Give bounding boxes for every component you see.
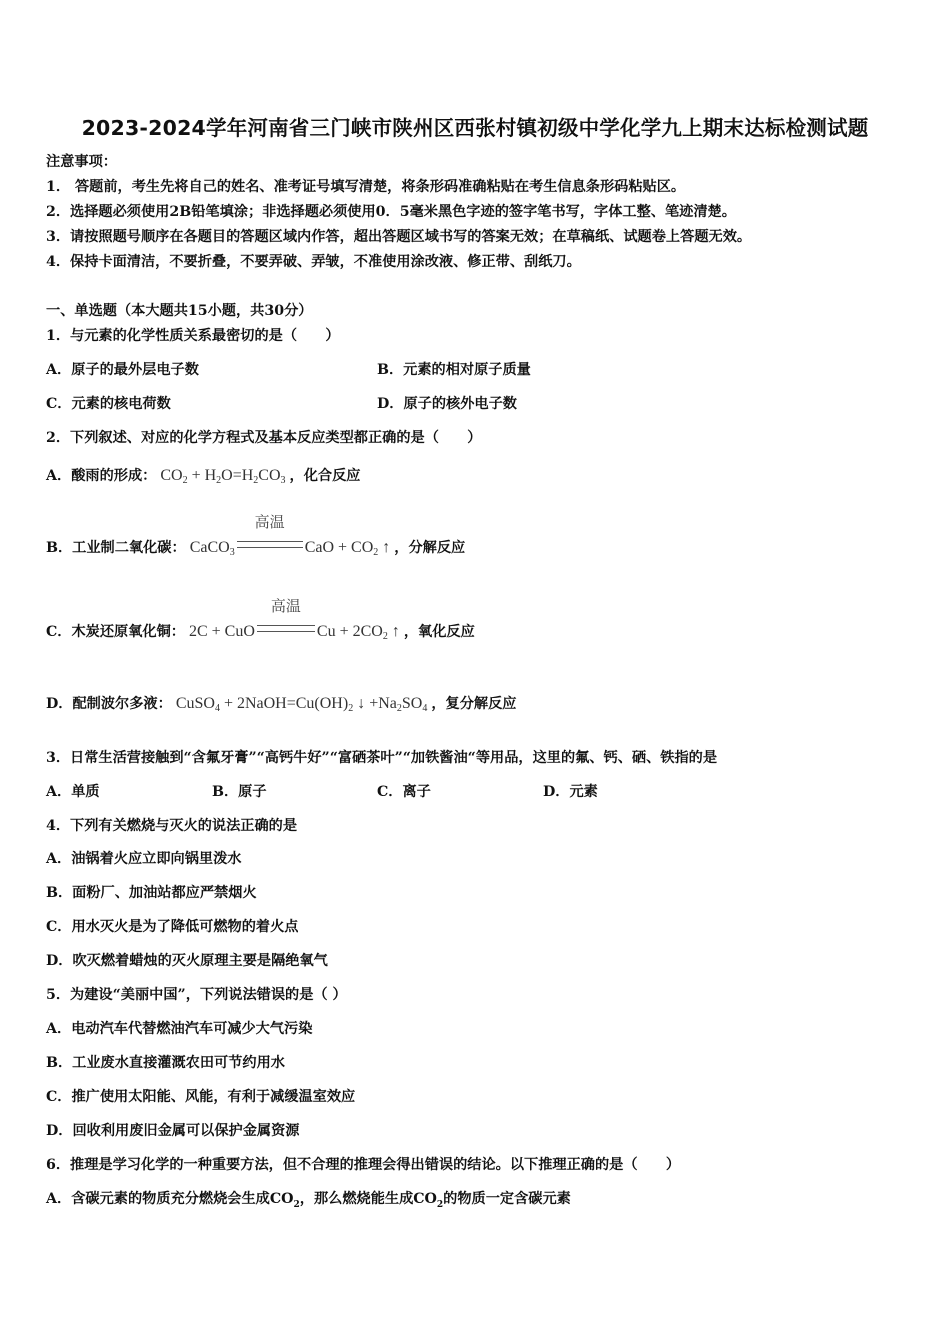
notice-item: 3．请按照题号顺序在各题目的答题区域内作答，超出答题区域书写的答案无效；在草稿纸、试题卷上答题无效。 [46,229,752,245]
option-c: C．离子 [377,784,431,800]
question-stem: 6．推理是学习化学的一种重要方法，但不合理的推理会得出错误的结论。以下推理正确的是（ ） [46,1157,681,1173]
option-b: B．原子 [212,784,267,800]
question-stem: 4．下列有关燃烧与灭火的说法正确的是 [46,818,298,834]
notice-item: 4．保持卡面清洁，不要折叠，不要弄破、弄皱，不准使用涂改液、修正带、刮纸刀。 [46,254,581,270]
question-stem: 1．与元素的化学性质关系最密切的是（ ） [46,328,340,344]
reaction-condition: 高温 [257,622,315,642]
question-stem: 3．日常生活营接触到“含氟牙膏”“高钙牛好”“富硒茶叶”“加铁酱油“等用品，这里的氟、钙、硒、铁指的是 [46,750,718,766]
option-c: C．元素的核电荷数 [46,396,171,412]
option-b: B．工业废水直接灌溉农田可节约用水 [46,1055,285,1071]
notice-item: 2．选择题必须使用2B铅笔填涂；非选择题必须使用0．5毫米黑色字迹的签字笔书写，字体工整、笔迹清楚。 [46,204,736,220]
option-label: C．木炭还原氧化铜： [46,624,185,640]
section-heading: 一、单选题（本大题共15小题，共30分） [46,303,313,319]
option-d: D．回收利用废旧金属可以保护金属资源 [46,1123,300,1139]
chemical-equation: $CO_2 + H_2O=H_2CO_3$ [160,467,286,486]
option-c: C．用水灭火是为了降低可燃物的着火点 [46,919,299,935]
option-b: B．元素的相对原子质量 [377,362,531,378]
question-stem: 2．下列叙述、对应的化学方程式及基本反应类型都正确的是（ ） [46,430,482,446]
chemical-equation: CaCO$_3$ 高温 CaO + $CO_2$ ↑ [189,513,391,558]
option-d: D．吹灭燃着蜡烛的灭火原理主要是隔绝氧气 [46,953,328,969]
option-a: A．含碳元素的物质充分燃烧会生成$CO_2$，那么燃烧能生成$CO_2$的物质一定含碳元素 [46,1191,571,1210]
reaction-type: ，复分解反应 [431,696,517,712]
option-a: A．油锅着火应立即向锅里泼水 [46,851,242,867]
reaction-type: ，氧化反应 [403,624,475,640]
reaction-type: ，分解反应 [394,540,466,556]
reaction-type: ，化合反应 [289,468,361,484]
option-b: B．面粉厂、加油站都应严禁烟火 [46,885,257,901]
chemical-equation: 2C + CuO 高温 $Cu + 2CO_2$ ↑ [188,597,400,642]
option-d [46,694,516,719]
option-c [46,597,475,647]
chemical-equation: CuSO$_4$ + $2NaOH=Cu(OH)_2$ ↓ $+Na_2SO_4$ [175,695,428,714]
option-a: A．电动汽车代替燃油汽车可减少大气污染 [46,1021,313,1037]
option-label: A．酸雨的形成： [46,468,157,484]
option-a: A．单质 [46,784,100,800]
option-a [46,466,360,491]
option-label: D．配制波尔多液： [46,696,172,712]
page-title: 2023-2024学年河南省三门峡市陕州区西张村镇初级中学化学九上期末达标检测试题 [81,116,869,140]
notice-item: 1． 答题前，考生先将自己的姓名、准考证号填写清楚，将条形码准确粘贴在考生信息条形码粘贴区。 [46,179,686,195]
question-stem: 5．为建设“美丽中国”，下列说法错误的是（ ） [46,987,347,1003]
option-label: B．工业制二氧化碳： [46,540,186,556]
option-d: D．元素 [543,784,598,800]
reaction-condition: 高温 [237,538,303,558]
option-a: A．原子的最外层电子数 [46,362,199,378]
option-b [46,513,466,563]
option-c: C．推广使用太阳能、风能，有利于减缓温室效应 [46,1089,356,1105]
option-d: D．原子的核外电子数 [377,396,517,412]
notice-heading: 注意事项： [46,154,117,170]
